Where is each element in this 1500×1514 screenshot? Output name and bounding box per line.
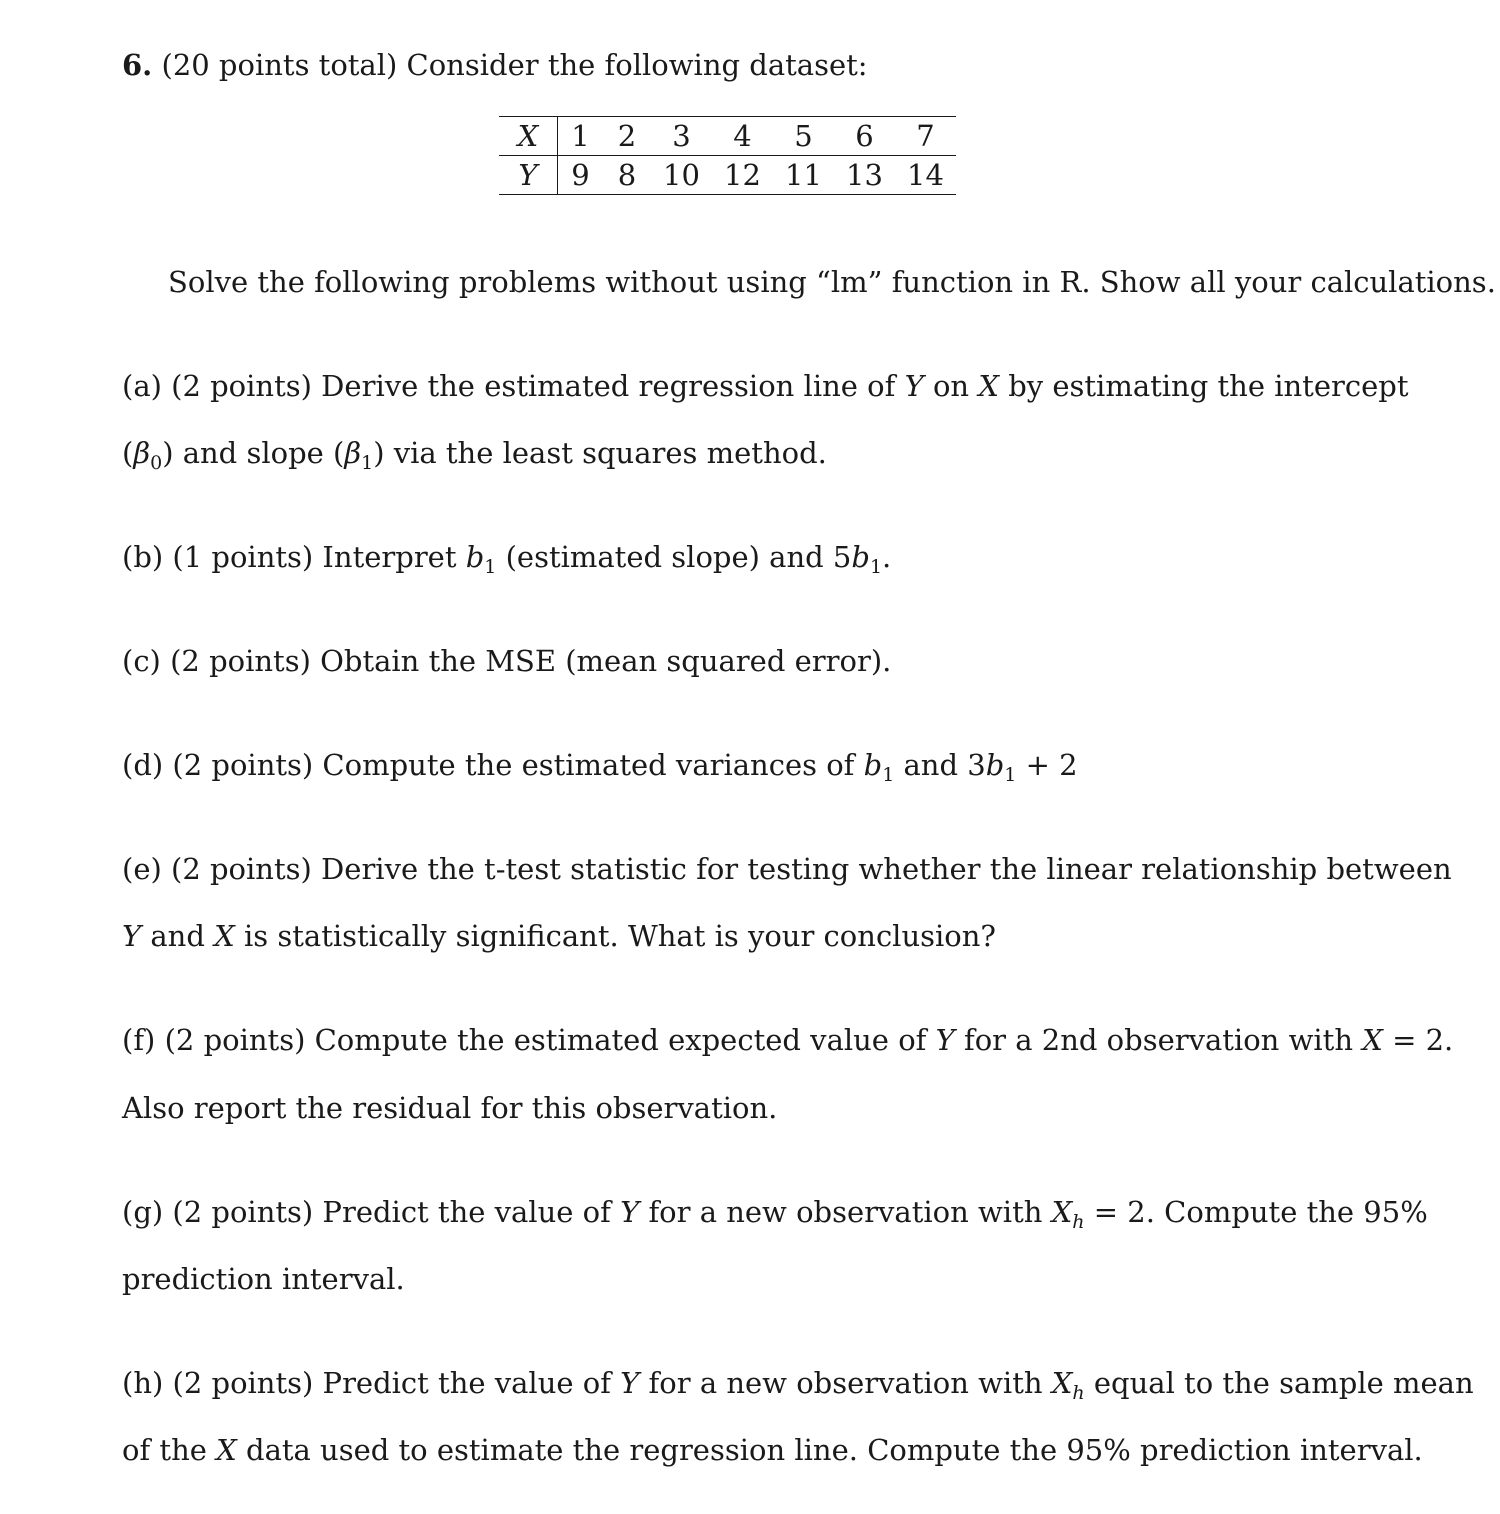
part-b (122, 539, 892, 578)
var-y: Y (904, 369, 924, 403)
y-row (499, 156, 956, 195)
beta-symbol: β (133, 436, 151, 470)
var-b: b (465, 540, 485, 574)
part-f-line-2: Also report the residual for this observation. (122, 1091, 778, 1125)
y-value: 10 (651, 156, 712, 195)
y-value: 12 (712, 156, 773, 195)
part-f-end: = 2. (1392, 1023, 1454, 1057)
question-intro: (20 points total) Consider the following dataset: (161, 48, 868, 82)
x-value: 6 (834, 117, 895, 156)
var-x: X (1051, 1195, 1073, 1229)
part-h-line-1 (122, 1365, 1474, 1404)
y-value: 14 (895, 156, 956, 195)
var-b: b (863, 748, 883, 782)
part-e-line-2 (122, 918, 996, 954)
part-g-line-1 (122, 1194, 1428, 1233)
beta-symbol: β (344, 436, 362, 470)
part-h-line2-start: of the (122, 1433, 207, 1467)
paren: ( (122, 436, 134, 470)
part-a-end: ) via the least squares method. (373, 436, 827, 470)
var-x: X (978, 369, 999, 403)
part-f-line-1 (122, 1022, 1453, 1058)
part-g-line-2: prediction interval. (122, 1262, 405, 1296)
x-value: 5 (773, 117, 834, 156)
part-d (122, 747, 1078, 786)
x-value: 7 (895, 117, 956, 156)
y-row-label: Y (499, 156, 558, 195)
var-b: b (851, 540, 870, 574)
y-value: 8 (603, 156, 651, 195)
part-a-text-end: by estimating the intercept (1008, 369, 1409, 403)
question-header (122, 47, 868, 83)
subscript-1: 1 (882, 764, 895, 786)
part-d-text: (d) (2 points) Compute the estimated variances of (122, 748, 855, 782)
part-a-text: (a) (2 points) Derive the estimated regression line of (122, 369, 896, 403)
part-h-mid: for a new observation with (648, 1366, 1043, 1400)
y-value: 13 (834, 156, 895, 195)
part-f-mid: for a 2nd observation with (963, 1023, 1353, 1057)
var-y: Y (935, 1023, 955, 1057)
part-a-on: on (932, 369, 970, 403)
subscript-1: 1 (484, 556, 497, 578)
part-g-end: = 2. Compute the 95% (1093, 1195, 1428, 1229)
var-y: Y (620, 1195, 640, 1229)
x-value: 2 (603, 117, 651, 156)
var-y: Y (122, 919, 142, 953)
part-a-line-1 (122, 368, 1408, 404)
x-row-label: X (499, 117, 558, 156)
part-e-and: and (150, 919, 205, 953)
subscript-1: 1 (361, 452, 374, 474)
part-b-mid: (estimated slope) and 5 (505, 540, 852, 574)
part-d-end: + 2 (1025, 748, 1078, 782)
part-h-text: (h) (2 points) Predict the value of (122, 1366, 611, 1400)
part-h-line2-end: data used to estimate the regression line. Compute the 95% prediction interval. (246, 1433, 1423, 1467)
y-value: 9 (558, 156, 604, 195)
var-y: Y (620, 1366, 640, 1400)
part-f-text: (f) (2 points) Compute the estimated expected value of (122, 1023, 927, 1057)
dataset-table (499, 116, 956, 195)
part-e-end: is statistically significant. What is your conclusion? (244, 919, 996, 953)
var-x: X (214, 919, 235, 953)
part-a-line-2 (122, 435, 827, 474)
x-value: 3 (651, 117, 712, 156)
part-e-line-1: (e) (2 points) Derive the t-test statistic for testing whether the linear relationship between (122, 852, 1452, 886)
y-value: 11 (773, 156, 834, 195)
subscript-1: 1 (869, 556, 883, 578)
var-b: b (985, 748, 1005, 782)
var-x: X (1362, 1023, 1383, 1057)
part-c: (c) (2 points) Obtain the MSE (mean squared error). (122, 644, 892, 678)
part-a-mid: ) and slope ( (162, 436, 345, 470)
part-g-mid: for a new observation with (648, 1195, 1043, 1229)
question-number: 6. (122, 48, 153, 82)
period: . (882, 540, 892, 574)
part-h-end: equal to the sample mean (1093, 1366, 1474, 1400)
x-value: 1 (558, 117, 604, 156)
subscript-h: h (1072, 1382, 1085, 1404)
part-b-text: (b) (1 points) Interpret (122, 540, 457, 574)
subscript-h: h (1072, 1211, 1085, 1233)
x-row (499, 117, 956, 156)
part-d-mid: and 3 (903, 748, 986, 782)
x-value: 4 (712, 117, 773, 156)
var-x: X (1051, 1366, 1073, 1400)
part-h-line-2 (122, 1432, 1423, 1468)
instruction-text: Solve the following problems without using “lm” function in R. Show all your calculations. (168, 265, 1496, 299)
subscript-1: 1 (1004, 764, 1017, 786)
subscript-0: 0 (150, 452, 163, 474)
part-g-text: (g) (2 points) Predict the value of (122, 1195, 611, 1229)
var-x: X (216, 1433, 237, 1467)
